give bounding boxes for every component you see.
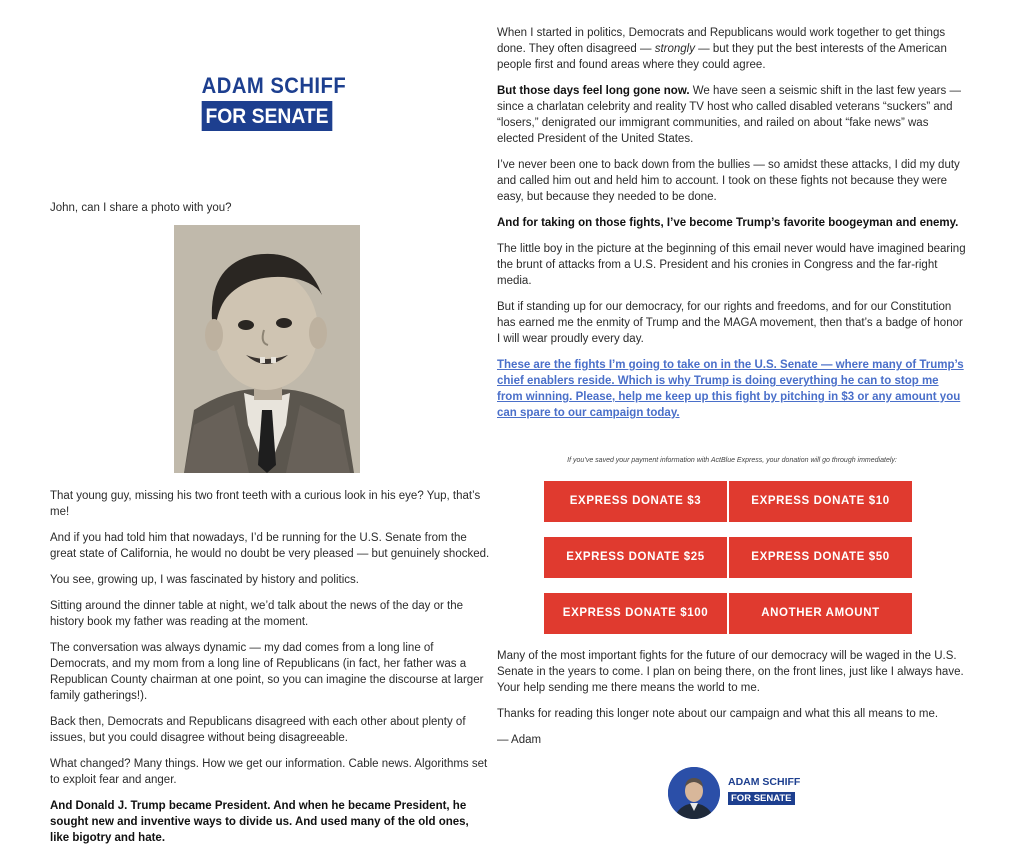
child-portrait-icon [174,225,360,473]
logo-line-2: FOR SENATE [202,101,333,131]
express-donate-50-button[interactable]: EXPRESS DONATE $50 [729,537,912,578]
child-portrait-photo [174,225,360,473]
logo-line-1: ADAM SCHIFF [201,73,347,98]
footer-logo-line-2: FOR SENATE [728,792,795,805]
paragraph: That young guy, missing his two front teeth with a curious look in his eye? Yup, that’s me! [50,490,481,518]
text-emphasis: strongly [654,43,695,55]
footer-logo-text [728,776,801,806]
paragraph: You see, growing up, I was fascinated by history and politics. [50,574,359,586]
paragraph: What changed? Many things. How we get our information. Cable news. Algorithms set to exploit fear and anger. [50,758,488,786]
donate-link[interactable]: These are the fights I’m going to take on in the U.S. Senate — where many of Trump’s chief enablers reside. Which is why Trump is doing everything he can to stop me from winning. Please, help me keep up this fight by pitching in $3 or any amount you can spare to our campaign today. [497,359,964,419]
paragraph: I’ve never been one to back down from the bullies — so amidst these attacks, I did my duty and called him out and held him to account. I took on these fights not because they were easy, but because they needed to be done. [497,159,960,203]
paragraph-bold: And Donald J. Trump became President. And when he became President, he sought new and inventive ways to divide us. And used many of the old ones, like bigotry and hate. [50,800,469,844]
paragraph-bold: And for taking on those fights, I’ve become Trump’s favorite boogeyman and enemy. [497,217,959,229]
express-donate-25-button[interactable]: EXPRESS DONATE $25 [544,537,727,578]
paragraph: Thanks for reading this longer note about our campaign and what this all means to me. [497,708,939,720]
campaign-logo [196,73,347,131]
express-donate-10-button[interactable]: EXPRESS DONATE $10 [729,481,912,522]
another-amount-button[interactable]: ANOTHER AMOUNT [729,593,912,634]
paragraph [497,83,967,147]
text-bold: But those days feel long gone now. [497,85,690,97]
text-run: — but they put the best interests of the American people first and found areas where they could agree. [497,43,947,71]
paragraph: Sitting around the dinner table at night, we’d talk about the news of the day or the history book my father was reading at the moment. [50,600,463,628]
intro-text: John, can I share a photo with you? [50,202,232,214]
paragraph: The conversation was always dynamic — my dad comes from a long line of Democrats, and my mom from a long line of Republicans (in fact, her father was a Republican County chairman at one point, so you can imagine the discourse at larger family gatherings!). [50,642,484,702]
paragraph: Back then, Democrats and Republicans disagreed with each other about plenty of issues, but you could disagree without being disagreeable. [50,716,466,744]
paragraph: The little boy in the picture at the beginning of this email never would have imagined bearing the brunt of attacks from a U.S. President and his cronies in Congress and the far-right media. [497,243,966,287]
paragraph [497,25,967,73]
paragraph: Many of the most important fights for the future of our democracy will be waged in the U.S. Senate in the years to come. I plan on being there, on the front lines, just like I always have. Your help sending me there means the world to me. [497,650,964,694]
paragraph: But if standing up for our democracy, for our rights and freedoms, and for our Constitution has earned me the enmity of Trump and the MAGA movement, then that’s a badge of honor I will wear proudly every day. [497,301,963,345]
express-donate-100-button[interactable]: EXPRESS DONATE $100 [544,593,727,634]
express-donate-3-button[interactable]: EXPRESS DONATE $3 [544,481,727,522]
paragraph: And if you had told him that nowadays, I’d be running for the U.S. Senate from the great state of California, he would no doubt be very pleased — but genuinely shocked. [50,532,490,560]
text-run: When I started in politics, Democrats and Republicans would work together to get things done. They often disagreed — [497,27,946,55]
signoff: — Adam [497,734,542,746]
candidate-avatar-icon [668,767,720,819]
actblue-note: If you’ve saved your payment information with ActBlue Express, your donation will go through immediately: [567,457,897,464]
footer-logo-line-1: ADAM SCHIFF [728,776,801,788]
text-run: We have seen a seismic shift in the last few years — since a charlatan celebrity and reality TV host who called disabled veterans “suckers” and “losers,” denigrated our immigrant communities, and railed on about “fake news” was elected President of the United States. [497,85,961,145]
